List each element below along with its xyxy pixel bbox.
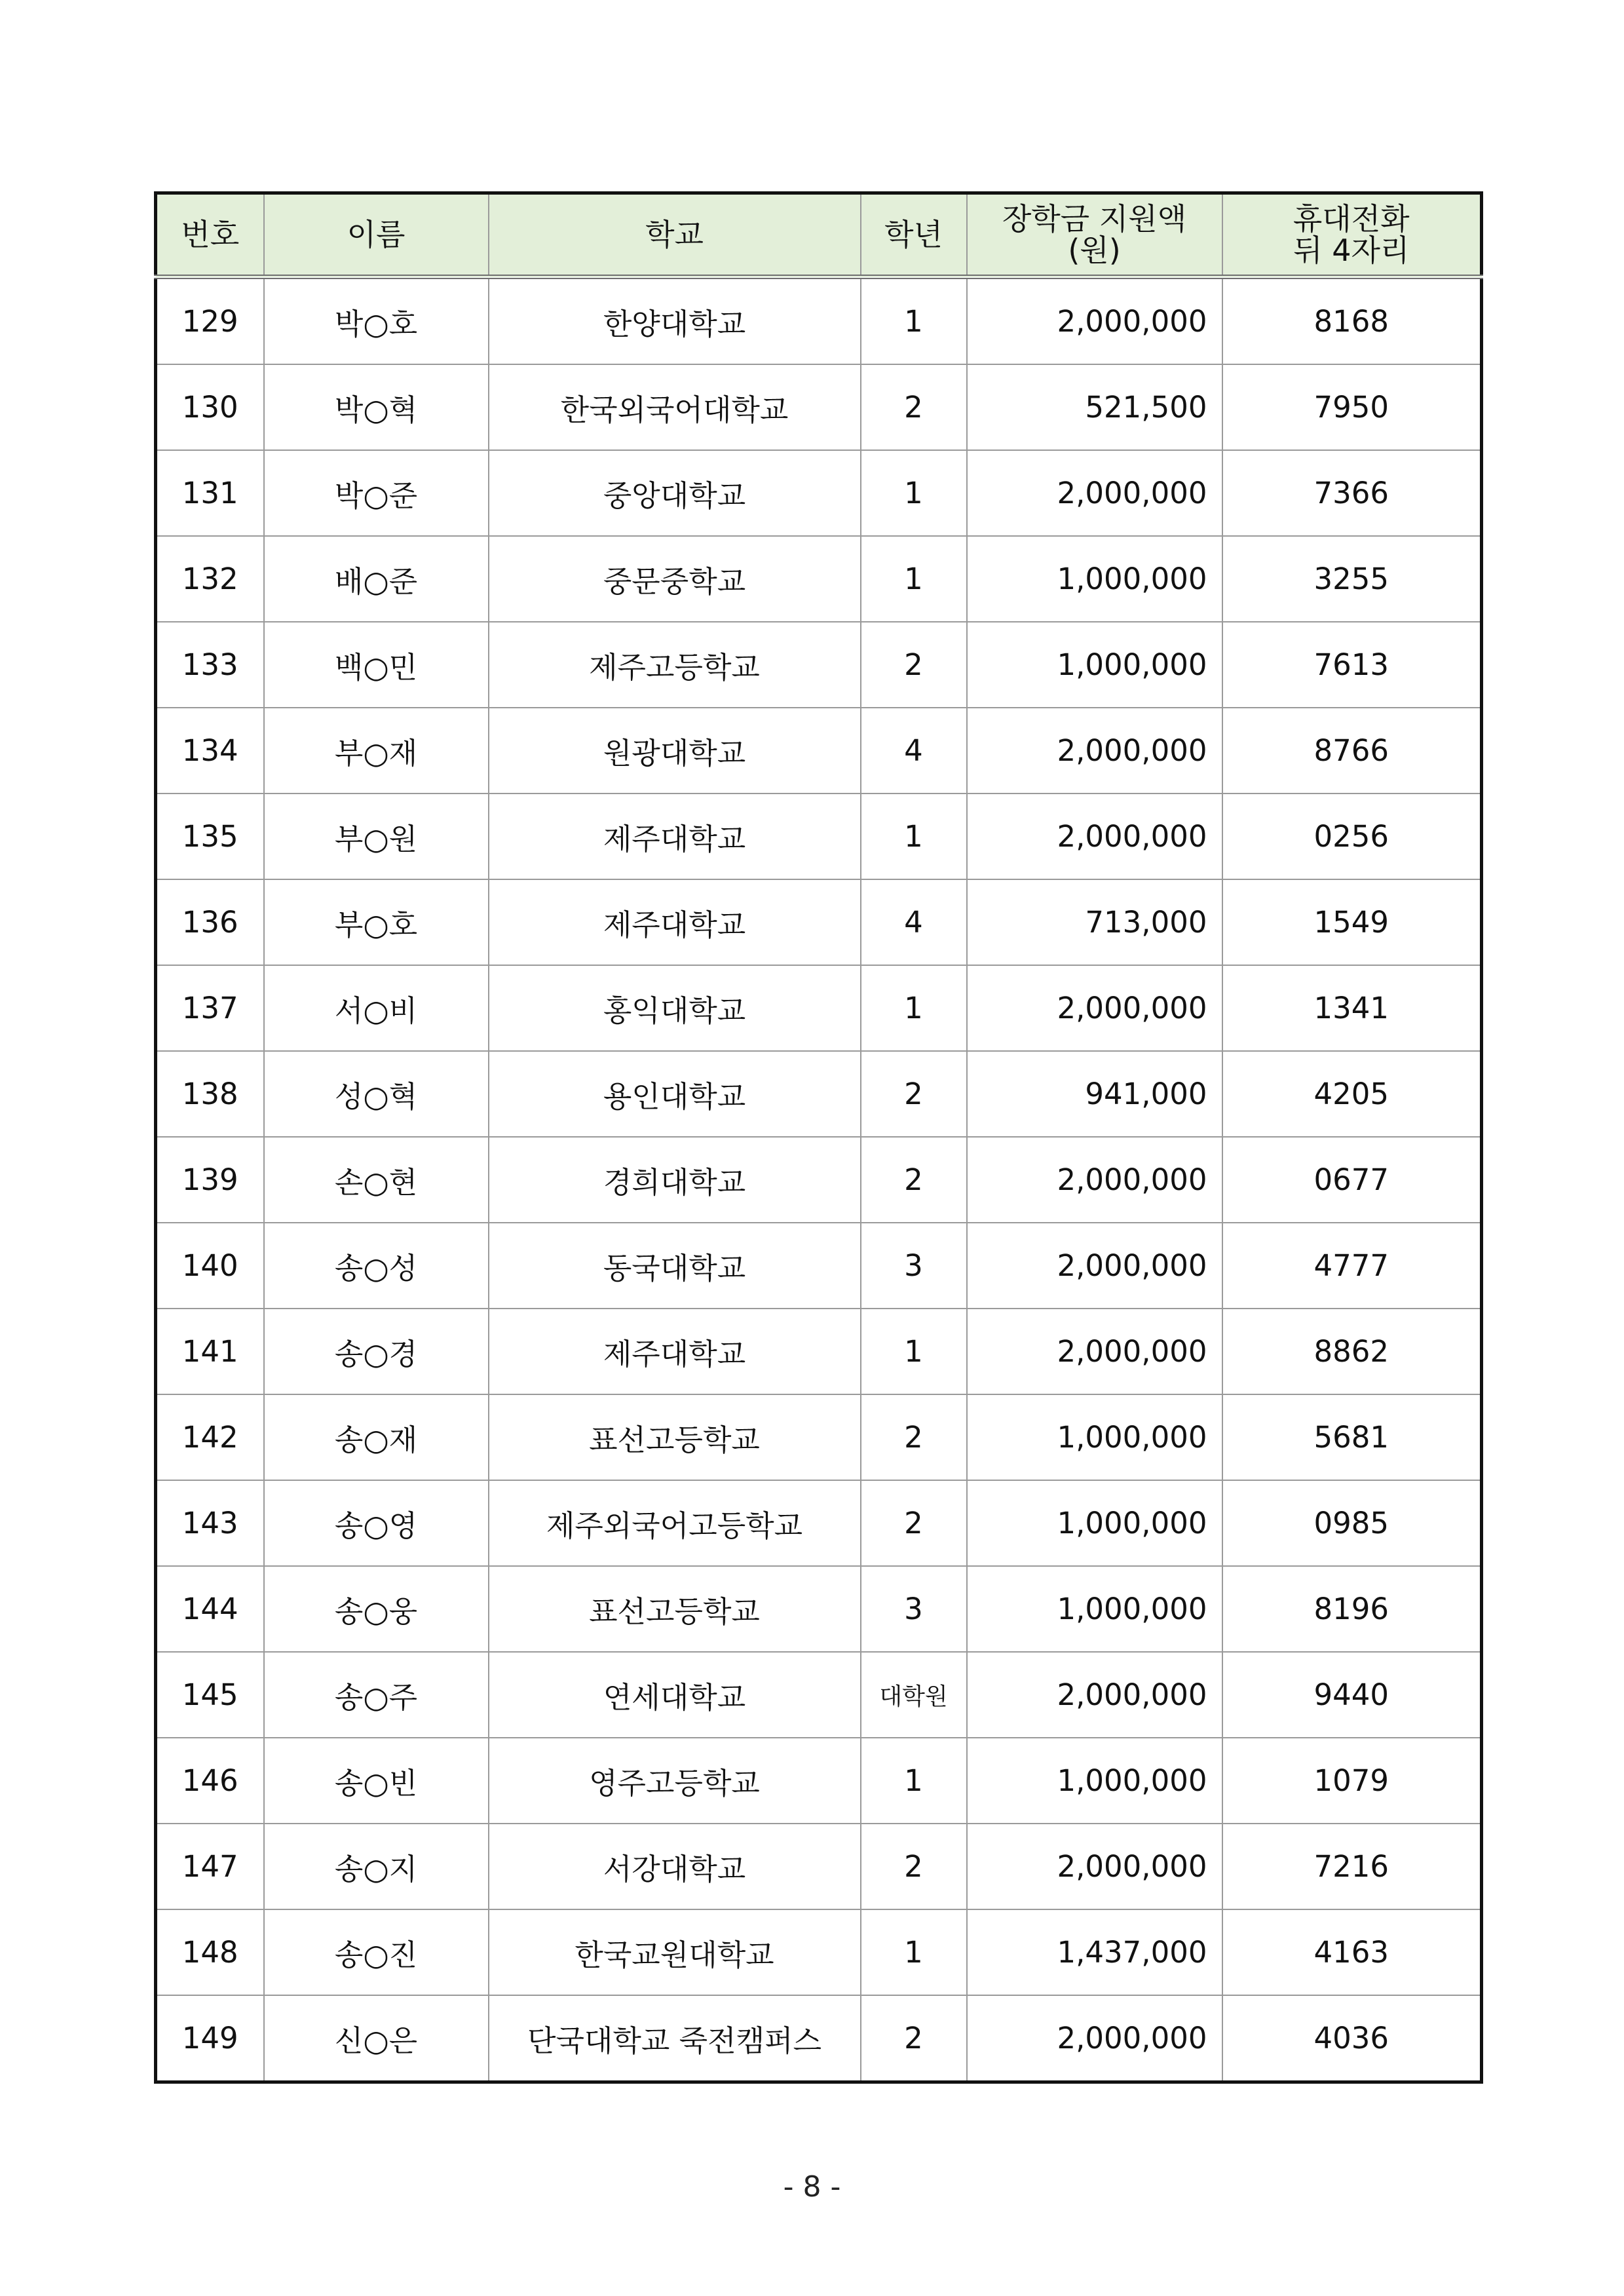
cell-name: 송○지 [264, 1824, 489, 1909]
cell-no: 144 [156, 1566, 264, 1652]
cell-grade: 1 [861, 965, 967, 1051]
table-row [156, 1652, 1482, 1738]
cell-no: 129 [156, 277, 264, 365]
table-row [156, 965, 1482, 1051]
cell-no: 132 [156, 536, 264, 622]
cell-no: 140 [156, 1223, 264, 1309]
cell-phone: 7950 [1222, 364, 1482, 450]
cell-amount: 2,000,000 [967, 1309, 1222, 1394]
cell-name: 박○호 [264, 277, 489, 365]
cell-no: 139 [156, 1137, 264, 1223]
cell-school: 서강대학교 [489, 1824, 861, 1909]
cell-no: 146 [156, 1738, 264, 1824]
cell-amount: 521,500 [967, 364, 1222, 450]
cell-amount: 2,000,000 [967, 1995, 1222, 2082]
cell-amount: 2,000,000 [967, 794, 1222, 879]
cell-amount: 2,000,000 [967, 1223, 1222, 1309]
cell-grade: 2 [861, 1824, 967, 1909]
cell-grade: 3 [861, 1566, 967, 1652]
cell-name: 박○혁 [264, 364, 489, 450]
cell-name: 백○민 [264, 622, 489, 708]
cell-no: 134 [156, 708, 264, 794]
cell-amount: 2,000,000 [967, 1824, 1222, 1909]
cell-grade: 대학원 [861, 1652, 967, 1738]
cell-amount: 2,000,000 [967, 965, 1222, 1051]
cell-amount: 941,000 [967, 1051, 1222, 1137]
cell-school: 중앙대학교 [489, 450, 861, 536]
cell-grade: 2 [861, 364, 967, 450]
header-phone [1222, 193, 1482, 277]
table-row [156, 708, 1482, 794]
table-row [156, 1394, 1482, 1480]
header-amount-line2: (원) [1068, 233, 1121, 268]
cell-phone: 0677 [1222, 1137, 1482, 1223]
cell-amount: 1,437,000 [967, 1909, 1222, 1995]
cell-name: 부○호 [264, 879, 489, 965]
cell-name: 박○준 [264, 450, 489, 536]
cell-school: 표선고등학교 [489, 1566, 861, 1652]
cell-amount: 1,000,000 [967, 1394, 1222, 1480]
cell-no: 138 [156, 1051, 264, 1137]
cell-phone: 0985 [1222, 1480, 1482, 1566]
header-school: 학교 [489, 193, 861, 277]
header-grade: 학년 [861, 193, 967, 277]
cell-no: 148 [156, 1909, 264, 1995]
cell-grade: 2 [861, 1995, 967, 2082]
page-number: - 8 - [783, 2170, 841, 2204]
cell-school: 제주대학교 [489, 794, 861, 879]
cell-no: 143 [156, 1480, 264, 1566]
cell-amount: 2,000,000 [967, 450, 1222, 536]
scholarship-table [154, 191, 1483, 2084]
cell-amount: 1,000,000 [967, 536, 1222, 622]
cell-school: 동국대학교 [489, 1223, 861, 1309]
cell-phone: 0256 [1222, 794, 1482, 879]
cell-school: 한양대학교 [489, 277, 861, 365]
cell-school: 영주고등학교 [489, 1738, 861, 1824]
cell-name: 성○혁 [264, 1051, 489, 1137]
cell-school: 제주대학교 [489, 879, 861, 965]
cell-phone: 4163 [1222, 1909, 1482, 1995]
cell-name: 송○주 [264, 1652, 489, 1738]
cell-name: 송○성 [264, 1223, 489, 1309]
cell-school: 홍익대학교 [489, 965, 861, 1051]
cell-phone: 8766 [1222, 708, 1482, 794]
cell-no: 136 [156, 879, 264, 965]
cell-school: 경희대학교 [489, 1137, 861, 1223]
cell-phone: 4036 [1222, 1995, 1482, 2082]
cell-amount: 2,000,000 [967, 708, 1222, 794]
cell-phone: 1549 [1222, 879, 1482, 965]
header-phone-line1: 휴대전화 [1293, 201, 1410, 237]
cell-phone: 5681 [1222, 1394, 1482, 1480]
cell-phone: 1079 [1222, 1738, 1482, 1824]
cell-phone: 7613 [1222, 622, 1482, 708]
cell-school: 제주외국어고등학교 [489, 1480, 861, 1566]
cell-phone: 4777 [1222, 1223, 1482, 1309]
cell-school: 제주고등학교 [489, 622, 861, 708]
table-row [156, 450, 1482, 536]
table-row [156, 1824, 1482, 1909]
cell-amount: 2,000,000 [967, 1652, 1222, 1738]
cell-school: 연세대학교 [489, 1652, 861, 1738]
cell-no: 135 [156, 794, 264, 879]
cell-school: 단국대학교 죽전캠퍼스 [489, 1995, 861, 2082]
cell-amount: 713,000 [967, 879, 1222, 965]
table-row [156, 1738, 1482, 1824]
cell-no: 133 [156, 622, 264, 708]
cell-grade: 1 [861, 450, 967, 536]
cell-no: 142 [156, 1394, 264, 1480]
cell-grade: 4 [861, 708, 967, 794]
table-row [156, 1480, 1482, 1566]
table-row [156, 1566, 1482, 1652]
table-row [156, 1137, 1482, 1223]
cell-grade: 1 [861, 1909, 967, 1995]
cell-school: 한국교원대학교 [489, 1909, 861, 1995]
cell-name: 송○재 [264, 1394, 489, 1480]
cell-grade: 1 [861, 536, 967, 622]
cell-name: 손○현 [264, 1137, 489, 1223]
cell-name: 송○경 [264, 1309, 489, 1394]
cell-no: 145 [156, 1652, 264, 1738]
table-row [156, 1909, 1482, 1995]
cell-no: 130 [156, 364, 264, 450]
cell-no: 141 [156, 1309, 264, 1394]
cell-no: 147 [156, 1824, 264, 1909]
cell-grade: 1 [861, 794, 967, 879]
cell-school: 표선고등학교 [489, 1394, 861, 1480]
cell-phone: 1341 [1222, 965, 1482, 1051]
table-row [156, 1051, 1482, 1137]
table-row [156, 277, 1482, 365]
cell-grade: 2 [861, 1051, 967, 1137]
table-row [156, 364, 1482, 450]
cell-grade: 2 [861, 622, 967, 708]
cell-grade: 2 [861, 1137, 967, 1223]
cell-grade: 1 [861, 1309, 967, 1394]
cell-amount: 1,000,000 [967, 1480, 1222, 1566]
cell-name: 신○은 [264, 1995, 489, 2082]
cell-phone: 8196 [1222, 1566, 1482, 1652]
cell-name: 송○웅 [264, 1566, 489, 1652]
cell-grade: 1 [861, 277, 967, 365]
cell-grade: 2 [861, 1480, 967, 1566]
header-amount-line1: 장학금 지원액 [1002, 201, 1187, 237]
cell-amount: 1,000,000 [967, 1738, 1222, 1824]
cell-school: 용인대학교 [489, 1051, 861, 1137]
cell-name: 배○준 [264, 536, 489, 622]
cell-phone: 7216 [1222, 1824, 1482, 1909]
table-row [156, 622, 1482, 708]
cell-phone: 9440 [1222, 1652, 1482, 1738]
cell-grade: 4 [861, 879, 967, 965]
cell-no: 137 [156, 965, 264, 1051]
table-row [156, 1309, 1482, 1394]
header-no: 번호 [156, 193, 264, 277]
cell-name: 송○빈 [264, 1738, 489, 1824]
cell-school: 원광대학교 [489, 708, 861, 794]
header-row [156, 193, 1482, 277]
cell-name: 송○영 [264, 1480, 489, 1566]
header-amount [967, 193, 1222, 277]
cell-name: 송○진 [264, 1909, 489, 1995]
cell-grade: 1 [861, 1738, 967, 1824]
table-row [156, 1995, 1482, 2082]
cell-amount: 1,000,000 [967, 622, 1222, 708]
cell-phone: 8168 [1222, 277, 1482, 365]
cell-school: 한국외국어대학교 [489, 364, 861, 450]
cell-school: 제주대학교 [489, 1309, 861, 1394]
cell-no: 131 [156, 450, 264, 536]
cell-name: 부○재 [264, 708, 489, 794]
cell-amount: 1,000,000 [967, 1566, 1222, 1652]
cell-no: 149 [156, 1995, 264, 2082]
table-body [156, 277, 1482, 2082]
cell-amount: 2,000,000 [967, 277, 1222, 365]
header-name: 이름 [264, 193, 489, 277]
cell-phone: 4205 [1222, 1051, 1482, 1137]
header-phone-line2: 뒤 4자리 [1293, 233, 1410, 268]
table-header [156, 193, 1482, 277]
table-row [156, 879, 1482, 965]
cell-name: 부○원 [264, 794, 489, 879]
table-row [156, 1223, 1482, 1309]
table-row [156, 536, 1482, 622]
cell-amount: 2,000,000 [967, 1137, 1222, 1223]
cell-phone: 8862 [1222, 1309, 1482, 1394]
cell-grade: 2 [861, 1394, 967, 1480]
cell-school: 중문중학교 [489, 536, 861, 622]
cell-phone: 3255 [1222, 536, 1482, 622]
cell-name: 서○비 [264, 965, 489, 1051]
table-row [156, 794, 1482, 879]
cell-phone: 7366 [1222, 450, 1482, 536]
cell-grade: 3 [861, 1223, 967, 1309]
